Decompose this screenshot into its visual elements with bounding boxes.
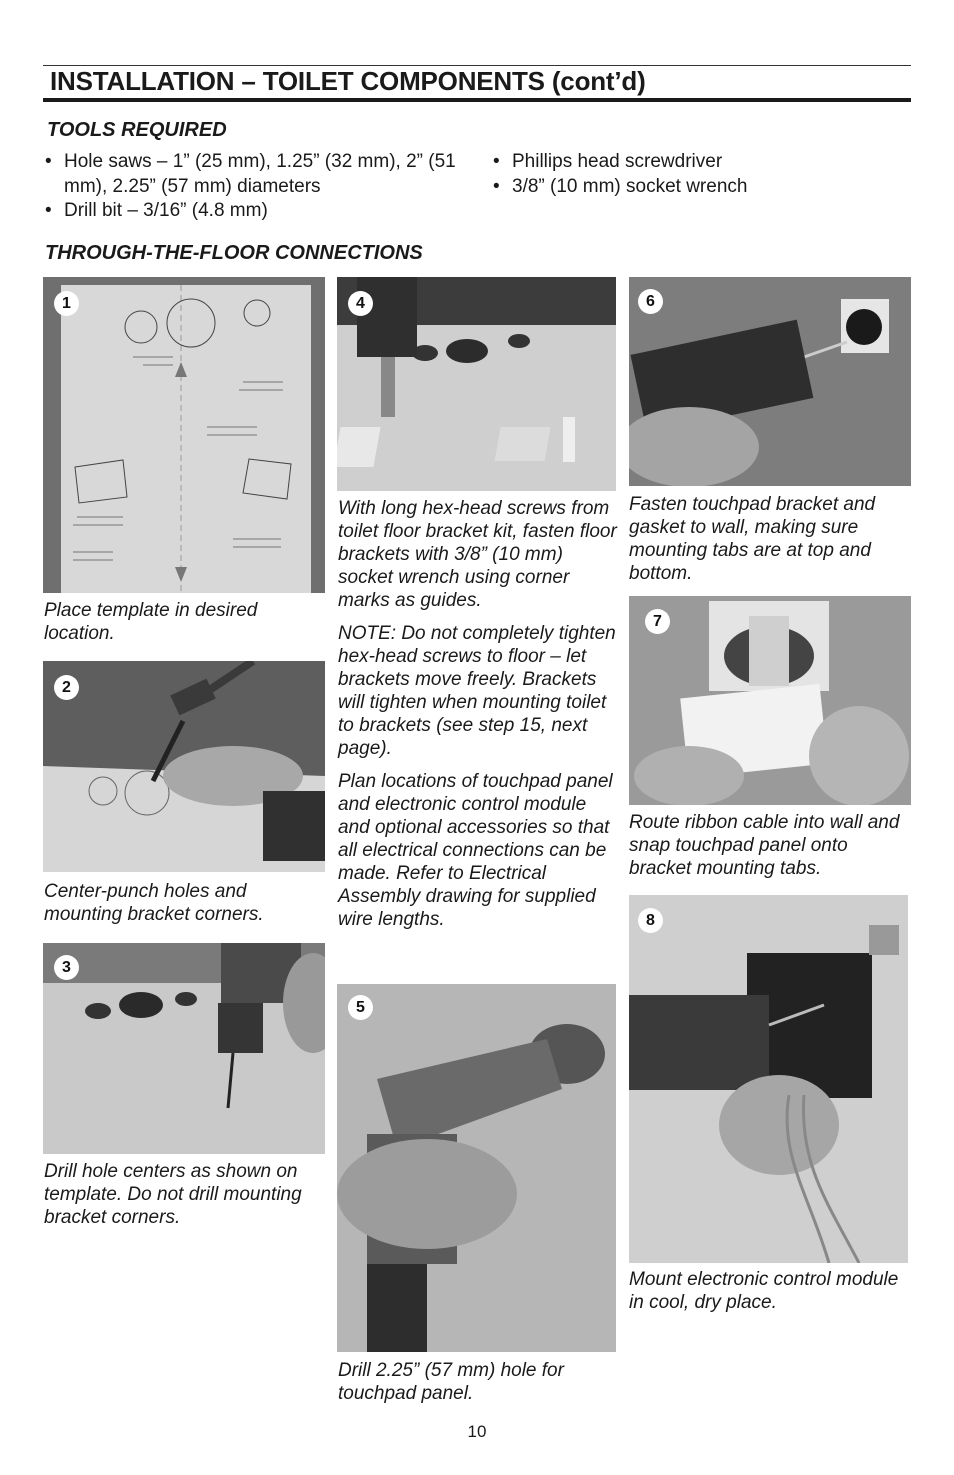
step-3-badge: 3 bbox=[54, 955, 79, 980]
step-2-badge: 2 bbox=[54, 675, 79, 700]
tool-item: • Drill bit – 3/16” (4.8 mm) bbox=[44, 199, 464, 224]
tool-item: • Phillips head screwdriver bbox=[492, 150, 892, 175]
step-1-badge: 1 bbox=[54, 291, 79, 316]
step-3-caption: Drill hole centers as shown on template. Do not drill mounting bracket corners. bbox=[44, 1161, 302, 1228]
section-heading: THROUGH-THE-FLOOR CONNECTIONS bbox=[45, 242, 423, 264]
step-7-photo bbox=[629, 596, 911, 805]
tools-heading: TOOLS REQUIRED bbox=[47, 119, 227, 141]
tools-list-right bbox=[492, 150, 892, 199]
step-2-photo bbox=[43, 661, 325, 872]
step-7-badge: 7 bbox=[645, 609, 670, 634]
step-6-badge: 6 bbox=[638, 289, 663, 314]
step-5-caption: Drill 2.25” (57 mm) hole for touchpad panel. bbox=[338, 1360, 564, 1404]
step-4-note: NOTE: Do not completely tighten hex-head screws to floor – let brackets move freely. Brackets will tighten when mounting toilet to brackets (see step 15, next page). bbox=[338, 623, 616, 759]
tool-item: • Hole saws – 1” (25 mm), 1.25” (32 mm), 2” (51 mm), 2.25” (57 mm) diameters bbox=[44, 150, 464, 199]
tool-item: • 3/8” (10 mm) socket wrench bbox=[492, 175, 892, 200]
step-6-caption: Fasten touchpad bracket and gasket to wall, making sure mounting tabs are at top and bottom. bbox=[629, 494, 876, 584]
page-number: 10 bbox=[467, 1422, 487, 1441]
step-8-caption: Mount electronic control module in cool, dry place. bbox=[629, 1269, 899, 1313]
tools-list-left bbox=[44, 150, 464, 224]
step-4-photo bbox=[337, 277, 616, 491]
page-title: INSTALLATION – TOILET COMPONENTS (cont’d) bbox=[50, 66, 646, 96]
step-4-caption: With long hex-head screws from toilet floor bracket kit, fasten floor brackets with 3/8” (10 mm) socket wrench using corner marks as guides. bbox=[338, 498, 617, 611]
step-6-photo bbox=[629, 277, 911, 486]
step-1-photo bbox=[43, 277, 325, 593]
step-2-caption: Center-punch holes and mounting bracket corners. bbox=[44, 881, 264, 925]
header-bottom-rule bbox=[43, 98, 911, 102]
step-8-photo bbox=[629, 895, 908, 1263]
step-5-photo bbox=[337, 984, 616, 1352]
step-8-badge: 8 bbox=[638, 908, 663, 933]
step-7-caption: Route ribbon cable into wall and snap touchpad panel onto bracket mounting tabs. bbox=[629, 812, 900, 879]
step-1-caption: Place template in desired location. bbox=[44, 600, 258, 644]
step-4-badge: 4 bbox=[348, 291, 373, 316]
step-5-badge: 5 bbox=[348, 995, 373, 1020]
step-4-plan: Plan locations of touchpad panel and electronic control module and optional accessories so that all electrical connections can be made. Refer to Electrical Assembly drawing for supplied wire lengths. bbox=[338, 771, 613, 930]
step-3-photo bbox=[43, 943, 325, 1154]
